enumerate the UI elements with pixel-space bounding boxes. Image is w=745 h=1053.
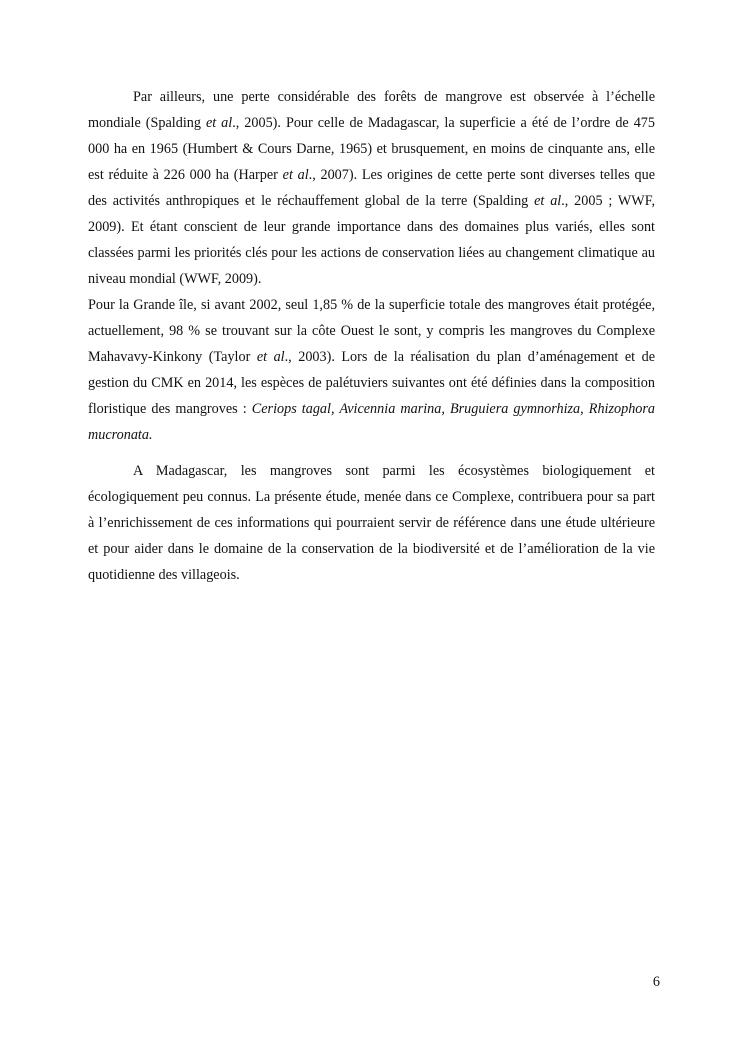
- text-segment: ., 2005). Pour celle de Madagascar, la superficie a été de l’ordre de 475 000 ha en 1965 (Humbert & Cours Darne, 1965) et brusquement, en moins de cinquante ans, elle est réduite à 226 000 ha (Harper: [88, 115, 655, 183]
- text-segment: ., 2003). Lors de la réalisation du plan d’aménagement et de gestion du CMK en 2014, les espèces de palétuviers suivantes ont été définies dans la composition floristique des mangroves :: [88, 349, 656, 417]
- italic-citation: et al: [534, 193, 562, 209]
- text-segment: Pour la Grande île, si avant 2002, seul 1,85 % de la superficie totale des mangroves était protégée, actuellement, 98 % se trouvant sur la côte Ouest le sont, y compris les mangroves du Complexe Mahavavy-Kinkony (Taylor: [88, 297, 655, 365]
- italic-citation: et al: [205, 115, 233, 131]
- paragraph-global-mangrove-loss: [88, 84, 655, 292]
- text-segment: ., 2007). Les origines de cette perte sont diverses telles que des activités anthropiques et le réchauffement global de la terre (Spalding: [88, 167, 655, 209]
- text-segment: ., 2005 ; WWF, 2009). Et étant conscient de leur grande importance dans des domaines plus variés, elles sont classées parmi les priorités clés pour les actions de conservation liées au changement climatique au niveau mondial (WWF, 2009).: [88, 193, 655, 287]
- italic-citation: et al: [282, 167, 309, 183]
- paragraph-study-contribution: [88, 458, 655, 588]
- text-segment: A Madagascar, les mangroves sont parmi les écosystèmes biologiquement et écologiquement peu connus. La présente étude, menée dans ce Complexe, contribuera pour sa part à l’enrichissement de ces informations qui pourraient servir de référence dans une étude ultérieure et pour aider dans le domaine de la conservation de la biodiversité et de l’amélioration de la vie quotidienne des villageois.: [88, 463, 655, 583]
- text-segment: Par ailleurs, une perte considérable des forêts de mangrove est observée à l’échelle mondiale (Spalding: [88, 89, 655, 131]
- italic-species-list: Ceriops tagal, Avicennia marina, Bruguiera gymnorhiza, Rhizophora mucronata.: [88, 401, 655, 443]
- page-number: 6: [652, 974, 660, 990]
- italic-citation: et al: [256, 349, 285, 365]
- paragraph-protection-status: [88, 292, 655, 448]
- body-text: [88, 84, 655, 588]
